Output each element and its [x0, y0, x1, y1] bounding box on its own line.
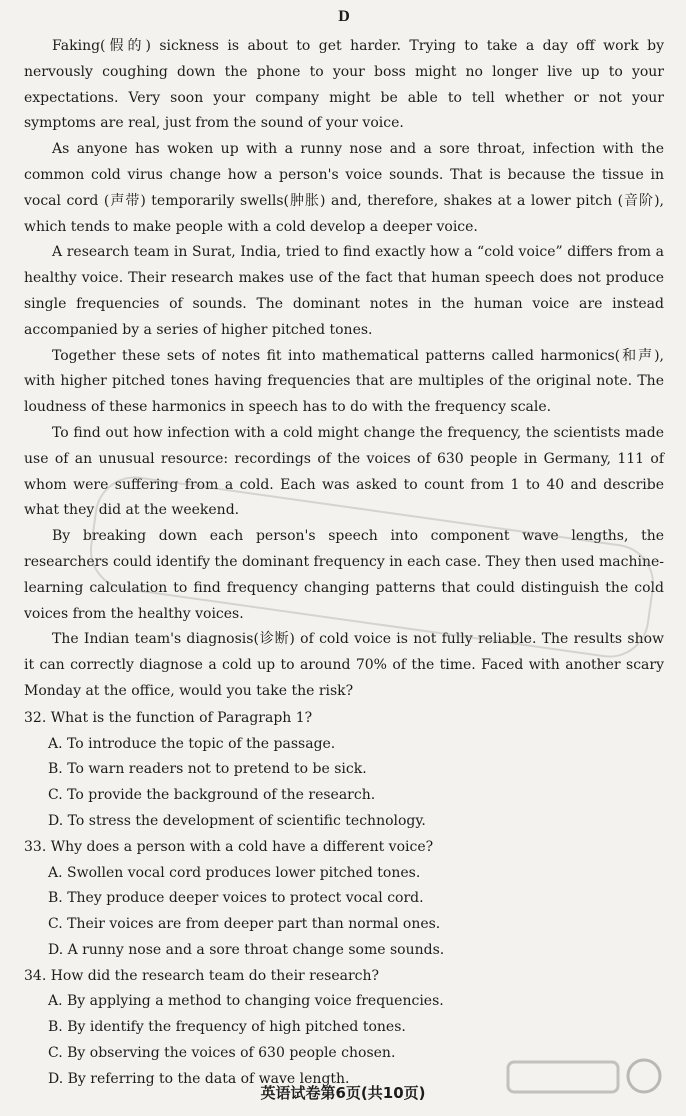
paragraph-7: The Indian team's diagnosis(诊断) of cold voice is not fully reliable. The results show it can correctly diagnose a cold up to around 70% of the time. Faced with another scary Monday at the office, would you take the risk?: [24, 631, 664, 699]
question-stem: [24, 835, 664, 861]
option-a: A. By applying a method to changing voice frequencies.: [48, 993, 444, 1010]
option-c: C. By observing the voices of 630 people chosen.: [48, 1045, 396, 1062]
option-b: B. To warn readers not to pretend to be sick.: [48, 761, 367, 778]
paragraph-3: A research team in Surat, India, tried to find exactly how a “cold voice” differs from a healthy voice. Their research makes use of the fact that human speech does not produce single frequencies of sounds. The dominant notes in the human voice are instead accompanied by a series of higher pitched tones.: [24, 244, 664, 338]
page-footer: 英语试卷第6页(共10页): [260, 1084, 426, 1102]
passage: [24, 34, 664, 705]
question-32: [24, 706, 664, 835]
option-b: B. They produce deeper voices to protect vocal cord.: [48, 890, 424, 907]
option-b: B. By identify the frequency of high pitched tones.: [48, 1019, 406, 1036]
question-number: 32.: [24, 709, 47, 726]
option-d: D. By referring to the data of wave length.: [48, 1070, 350, 1087]
question-stem: [24, 964, 664, 990]
paragraph-6: By breaking down each person's speech into component wave lengths, the researchers could identify the dominant frequency in each case. They then used machine-learning calculation to find frequency changing patterns that could distinguish the cold voices from the healthy voices.: [24, 528, 664, 622]
question-stem: [24, 706, 664, 732]
question-number: 33.: [24, 838, 47, 855]
paragraph-1: Faking(假的) sickness is about to get harder. Trying to take a day off work by nervously coughing down the phone to your boss might no longer live up to your expectations. Very soon your company might be able to tell whether or not your symptoms are real, just from the sound of your voice.: [24, 38, 664, 132]
question-number: 34.: [24, 967, 47, 984]
questions: [24, 706, 664, 1093]
paragraph-5: To find out how infection with a cold might change the frequency, the scientists made use of an unusual resource: recordings of the voices of 630 people in Germany, 111 of whom were suffering from a cold. Each was asked to count from 1 to 40 and describe what they did at the weekend.: [24, 424, 664, 519]
option-d: D. A runny nose and a sore throat change some sounds.: [48, 941, 445, 958]
question-text: What is the function of Paragraph 1?: [50, 709, 313, 726]
option-a: A. To introduce the topic of the passage.: [48, 735, 336, 752]
question-33: [24, 835, 664, 964]
option-a: A. Swollen vocal cord produces lower pitched tones.: [48, 864, 421, 881]
paragraph-4: Together these sets of notes fit into mathematical patterns called harmonics(和声), with higher pitched tones having frequencies that are multiples of the original note. The loudness of these harmonics in speech has to do with the frequency scale.: [24, 347, 664, 416]
option-c: C. Their voices are from deeper part than normal ones.: [48, 916, 441, 933]
question-text: How did the research team do their research?: [50, 967, 380, 984]
section-letter: D: [338, 8, 350, 25]
option-d: D. To stress the development of scientific technology.: [48, 812, 426, 829]
question-text: Why does a person with a cold have a different voice?: [50, 838, 434, 855]
paragraph-2: As anyone has woken up with a runny nose and a sore throat, infection with the common cold virus change how a person's voice sounds. That is because the tissue in vocal cord (声带) temporarily swells(肿胀) and, therefore, shakes at a lower pitch (音阶), which tends to make people with a cold develop a deeper voice.: [24, 141, 664, 235]
question-34: [24, 964, 664, 1093]
option-c: C. To provide the background of the research.: [48, 787, 376, 804]
